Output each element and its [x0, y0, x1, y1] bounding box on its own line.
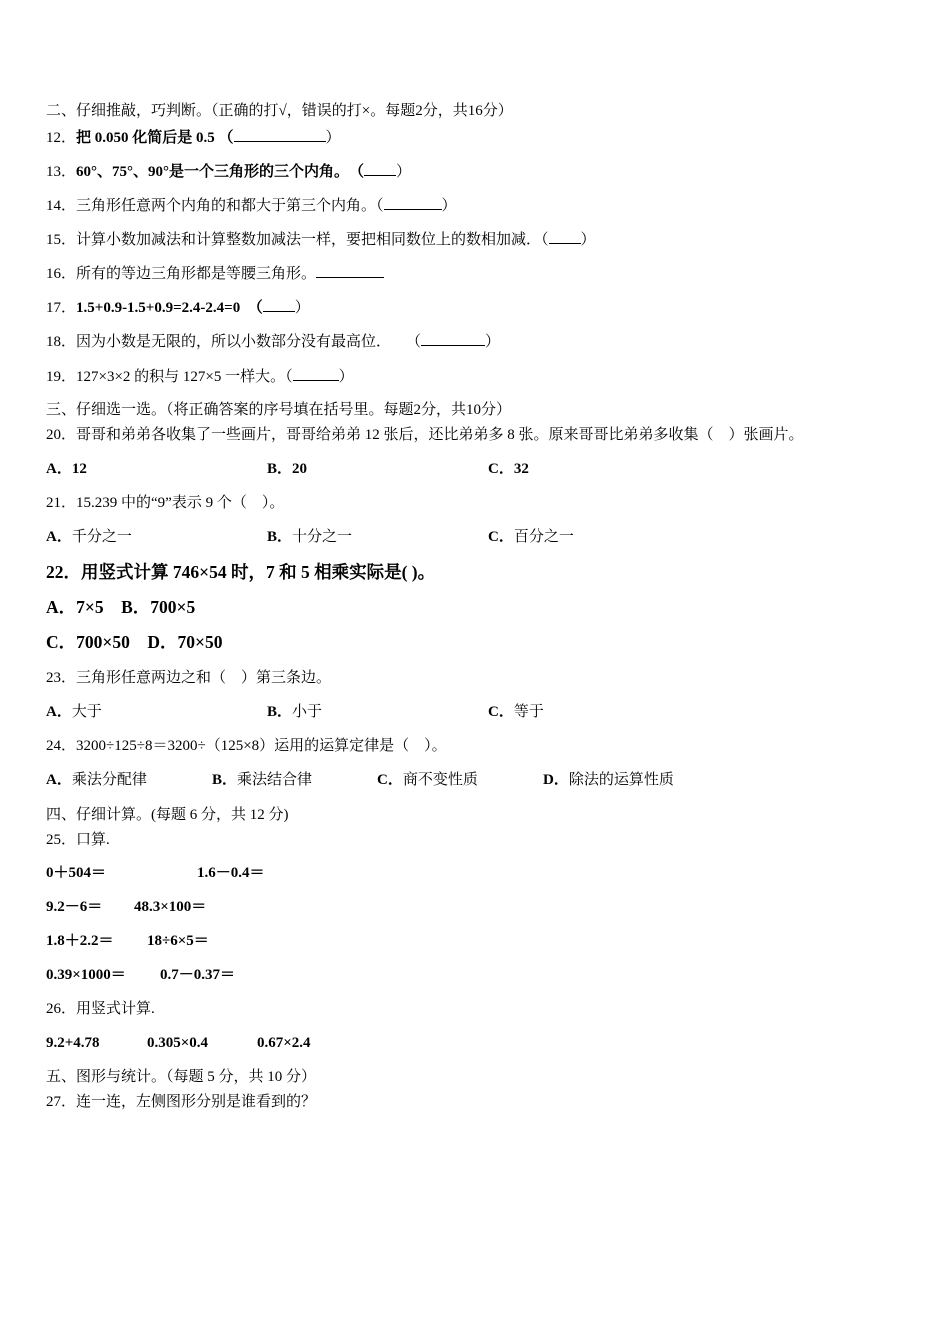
question-13: 13．60°、75°、90°是一个三角形的三个内角。 （ ） [46, 161, 411, 182]
answer-blank[interactable] [263, 297, 295, 312]
q21-option-b[interactable]: B．十分之一 [267, 529, 353, 545]
mental-calc-item: 9.2－6＝ [46, 899, 103, 915]
question-text: 把 0.050 化简后是 0.5 （ [76, 130, 234, 146]
answer-blank[interactable] [364, 161, 396, 176]
question-27: 27．连一连，左侧图形分别是谁看到的？ [46, 1094, 317, 1110]
answer-blank[interactable] [293, 366, 339, 381]
question-25-title: 25．口算. [46, 832, 110, 848]
question-24: 24．3200÷125÷8＝3200÷（125×8）运用的运算定律是（ ）。 [46, 738, 447, 754]
q22-options-row-1[interactable]: A．7×5 B．700×5 [46, 597, 196, 617]
mental-calc-item: 0.7－0.37＝ [160, 967, 236, 983]
q23-option-b[interactable]: B．小于 [267, 704, 323, 720]
section-4-header: 四、仔细计算。(每题 6 分，共 12 分) [46, 807, 289, 823]
question-26-title: 26．用竖式计算. [46, 1001, 155, 1017]
mental-calc-item: 1.6－0.4＝ [197, 865, 265, 881]
mental-calc-item: 1.8＋2.2＝ [46, 933, 114, 949]
q24-option-d[interactable]: D．除法的运算性质 [543, 772, 674, 788]
q20-option-b[interactable]: B．20 [267, 461, 308, 477]
question-23: 23．三角形任意两边之和（ ）第三条边。 [46, 670, 332, 686]
vertical-calc-item: 0.305×0.4 [147, 1035, 209, 1051]
q24-option-a[interactable]: A．乘法分配律 [46, 772, 147, 788]
answer-blank[interactable] [384, 195, 442, 210]
mental-calc-item: 48.3×100＝ [134, 899, 207, 915]
q22-options-row-2[interactable]: C．700×50 D．70×50 [46, 632, 223, 652]
answer-blank[interactable] [316, 263, 384, 278]
answer-blank[interactable] [421, 331, 485, 346]
mental-calc-item: 18÷6×5＝ [147, 933, 209, 949]
q24-option-b[interactable]: B．乘法结合律 [212, 772, 313, 788]
answer-blank[interactable] [549, 229, 581, 244]
question-21: 21．15.239 中的“9”表示 9 个（ ）。 [46, 495, 285, 511]
question-22: 22．用竖式计算 746×54 时，7 和 5 相乘实际是( )。 [46, 562, 436, 582]
question-15: 15．计算小数加减法和计算整数加减法一样，要把相同数位上的数相加减．（ ） [46, 229, 596, 250]
question-20: 20．哥哥和弟弟各收集了一些画片，哥哥给弟弟 12 张后，还比弟弟多 8 张。原来哥哥比弟弟多收集（ ）张画片。 [46, 427, 804, 443]
question-17: 17．1.5+0.9-1.5+0.9=2.4-2.4=0 （ ） [46, 297, 310, 318]
mental-calc-item: 0＋504＝ [46, 865, 107, 881]
question-14: 14．三角形任意两个内角的和都大于第三个内角。（ ） [46, 195, 457, 216]
vertical-calc-item: 9.2+4.78 [46, 1035, 100, 1051]
mental-calc-item: 0.39×1000＝ [46, 967, 126, 983]
q20-option-c[interactable]: C．32 [488, 461, 529, 477]
question-18: 18．因为小数是无限的，所以小数部分没有最高位． （ ） [46, 331, 500, 352]
q23-option-c[interactable]: C．等于 [488, 704, 544, 720]
question-19: 19．127×3×2 的积与 127×5 一样大。（ ） [46, 366, 354, 387]
q20-option-a[interactable]: A．12 [46, 461, 87, 477]
vertical-calc-item: 0.67×2.4 [257, 1035, 311, 1051]
answer-blank[interactable] [234, 127, 326, 142]
question-number: 12． [46, 130, 77, 146]
section-5-header: 五、图形与统计。（每题 5 分，共 10 分） [46, 1069, 317, 1085]
q24-option-c[interactable]: C．商不变性质 [377, 772, 478, 788]
section-3-header: 三、仔细选一选。（将正确答案的序号填在括号里。每题2分，共10分） [46, 402, 512, 418]
q23-option-a[interactable]: A．大于 [46, 704, 102, 720]
section-2-header: 二、仔细推敲，巧判断。（正确的打√，错误的打×。每题2分，共16分） [46, 103, 513, 119]
q21-option-a[interactable]: A．千分之一 [46, 529, 132, 545]
q21-option-c[interactable]: C．百分之一 [488, 529, 574, 545]
question-12: 12．把 0.050 化简后是 0.5 （ ） [46, 127, 341, 148]
question-16: 16．所有的等边三角形都是等腰三角形。 [46, 263, 384, 284]
